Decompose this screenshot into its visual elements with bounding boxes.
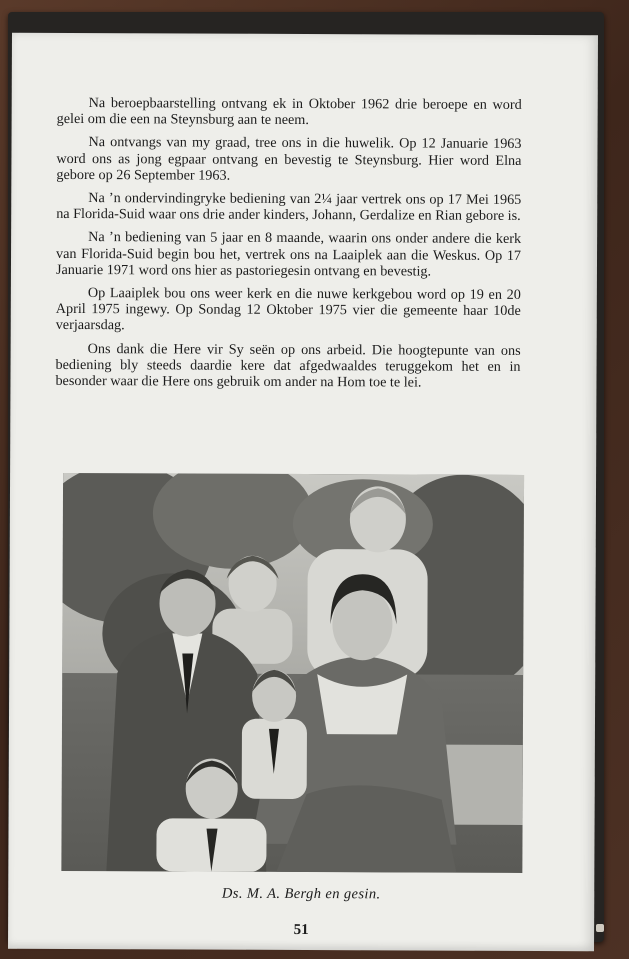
book-cover xyxy=(8,12,604,942)
paper-scrap xyxy=(596,924,604,932)
book-page xyxy=(8,33,598,952)
paragraph: Na ’n ondervindingryke bediening van 2¼ jaar vertrek ons op 17 Mei 1965 na Florida-Suid waar ons drie ander kinders, Johann, Gerdalize en Rian gebore is. xyxy=(56,190,522,225)
paragraph: Na ontvangs van my graad, tree ons in die huwelik. Op 12 Januarie 1963 word ons as jong egpaar ontvang en bevestig te Steynsburg. Hier word Elna gebore op 26 September 1963. xyxy=(56,134,522,184)
paragraph: Na beroepbaarstelling ontvang ek in Oktober 1962 drie beroepe en word gelei om die een na Steynsburg aan te neem. xyxy=(56,95,522,129)
page-number: 51 xyxy=(293,921,309,939)
paragraph: Op Laaiplek bou ons weer kerk en die nuwe kerkgebou word op 19 en 20 April 1975 ingewy. Op Sondag 12 Oktober 1975 vier die gemeente haar 10de verjaarsdag. xyxy=(55,285,521,334)
body-text xyxy=(55,95,521,398)
family-photo xyxy=(61,473,524,873)
paragraph: Na ’n bediening van 5 jaar en 8 maande, waarin ons onder andere die kerk van Florida-Suid begin bou het, vertrek ons na Laaiplek aan die Weskus. Op 17 Januarie 1971 word ons hier as pastoriegesin ontvang en bevestig. xyxy=(55,229,522,280)
paragraph: Ons dank die Here vir Sy seën op ons arbeid. Die hoogtepunte van ons bediening bly steeds daardie kere dat afgedwaaldes teruggekom het en in besonder waar die Here ons gebruik om ander na Hom toe te lei. xyxy=(55,340,521,391)
photo-caption: Ds. M. A. Bergh en gesin. xyxy=(221,885,381,903)
family-photo-illustration xyxy=(61,473,524,873)
